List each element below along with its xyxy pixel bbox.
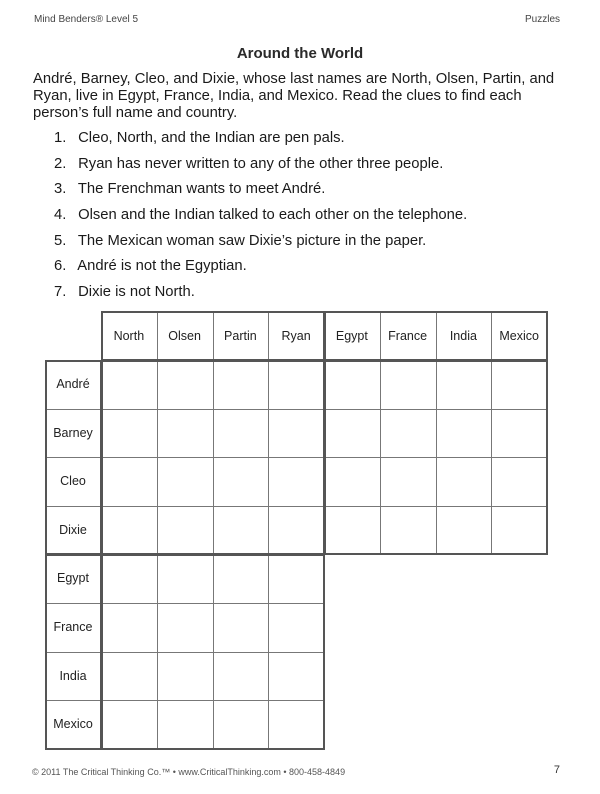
row-header-barney: Barney: [53, 425, 93, 440]
header-series-label: Mind Benders® Level 5: [34, 14, 139, 25]
grid-cell[interactable]: [380, 360, 437, 410]
grid-cell[interactable]: [157, 506, 214, 556]
grid-cell[interactable]: [268, 700, 325, 750]
grid-cell[interactable]: [324, 409, 381, 459]
column-header-france: France: [388, 329, 428, 343]
clue-text: Dixie is not North.: [74, 284, 195, 301]
grid-cell[interactable]: [101, 700, 158, 750]
grid-cell[interactable]: [324, 457, 381, 507]
clue-text: Cleo, North, and the Indian are pen pals.: [74, 130, 345, 146]
clue-item: [54, 152, 467, 178]
grid-cell[interactable]: [436, 360, 493, 410]
clue-item: [54, 229, 467, 255]
row-header-france: France: [53, 620, 93, 634]
clue-number: 7.: [54, 284, 67, 301]
grid-cell[interactable]: [436, 409, 493, 459]
grid-cell[interactable]: [157, 457, 214, 507]
clue-number: 5.: [54, 232, 67, 249]
grid-cell[interactable]: [268, 409, 325, 459]
row-header-cleo: Cleo: [60, 474, 86, 489]
grid-cell[interactable]: [268, 506, 325, 556]
grid-cell[interactable]: [380, 506, 437, 556]
column-header-north: North: [113, 329, 145, 343]
grid-cell[interactable]: [324, 506, 381, 556]
grid-cell[interactable]: [491, 409, 548, 459]
column-header-ryan: Ryan: [281, 329, 311, 343]
clue-text: The Frenchman wants to meet André.: [74, 181, 326, 198]
grid-cell[interactable]: [213, 409, 270, 459]
grid-cell[interactable]: [213, 700, 270, 750]
grid-cell[interactable]: [213, 457, 270, 507]
grid-cell[interactable]: [491, 506, 548, 556]
grid-cell[interactable]: [213, 603, 270, 653]
column-header-india: India: [449, 329, 477, 343]
clue-number: 4.: [54, 207, 67, 224]
clue-number: 1.: [54, 130, 67, 146]
grid-cell[interactable]: [324, 360, 381, 410]
grid-cell[interactable]: [213, 554, 270, 604]
clue-list: [54, 126, 467, 306]
grid-cell[interactable]: [157, 700, 214, 750]
grid-cell[interactable]: [213, 652, 270, 702]
clue-text: Olsen and the Indian talked to each other on the telephone.: [74, 207, 468, 224]
clue-number: 3.: [54, 181, 67, 198]
clue-text: André is not the Egyptian.: [74, 258, 247, 275]
grid-cell[interactable]: [101, 360, 158, 410]
clue-item: [54, 126, 467, 152]
column-header-egypt: Egypt: [335, 329, 368, 343]
footer-copyright: © 2011 The Critical Thinking Co.™ • www.CriticalThinking.com • 800-458-4849: [32, 767, 346, 777]
grid-cell[interactable]: [380, 409, 437, 459]
row-header-india: India: [59, 668, 87, 683]
grid-cell[interactable]: [157, 652, 214, 702]
grid-cell[interactable]: [436, 506, 493, 556]
row-header-egypt: Egypt: [57, 571, 89, 586]
clue-number: 2.: [54, 155, 67, 172]
clue-number: 6.: [54, 258, 67, 275]
clue-text: The Mexican woman saw Dixie’s picture in the paper.: [74, 232, 427, 249]
grid-cell[interactable]: [213, 360, 270, 410]
page-number: 7: [553, 764, 560, 776]
grid-cell[interactable]: [101, 409, 158, 459]
grid-cell[interactable]: [213, 506, 270, 556]
grid-cell[interactable]: [491, 360, 548, 410]
grid-cell[interactable]: [101, 652, 158, 702]
grid-cell[interactable]: [157, 554, 214, 604]
grid-cell[interactable]: [157, 603, 214, 653]
grid-cell[interactable]: [157, 409, 214, 459]
grid-cell[interactable]: [101, 603, 158, 653]
grid-cell[interactable]: [101, 457, 158, 507]
clue-item: [54, 177, 467, 203]
column-header-mexico: Mexico: [499, 329, 539, 343]
grid-cell[interactable]: [491, 457, 548, 507]
column-header-olsen: Olsen: [168, 329, 201, 343]
row-header-mexico: Mexico: [53, 717, 93, 732]
clue-text: Ryan has never written to any of the other three people.: [74, 155, 444, 172]
row-header-andr: André: [56, 377, 90, 391]
clue-item: [54, 203, 467, 229]
clue-item: [54, 280, 467, 306]
grid-cell[interactable]: [268, 554, 325, 604]
grid-cell[interactable]: [101, 506, 158, 556]
clue-item: [54, 254, 467, 280]
puzzle-intro: André, Barney, Cleo, and Dixie, whose last names are North, Olsen, Partin, and Ryan, live in Egypt, France, India, and Mexico. Read the clues to find each person’s full name and country.: [33, 71, 555, 121]
grid-cell[interactable]: [436, 457, 493, 507]
header-section-label: Puzzles: [524, 14, 560, 25]
grid-cell[interactable]: [268, 457, 325, 507]
grid-cell[interactable]: [268, 360, 325, 410]
column-header-partin: Partin: [224, 329, 257, 343]
grid-cell[interactable]: [268, 603, 325, 653]
grid-cell[interactable]: [268, 652, 325, 702]
row-header-dixie: Dixie: [59, 522, 87, 537]
grid-cell[interactable]: [380, 457, 437, 507]
page-title: Around the World: [236, 45, 364, 62]
grid-cell[interactable]: [157, 360, 214, 410]
grid-cell[interactable]: [101, 554, 158, 604]
